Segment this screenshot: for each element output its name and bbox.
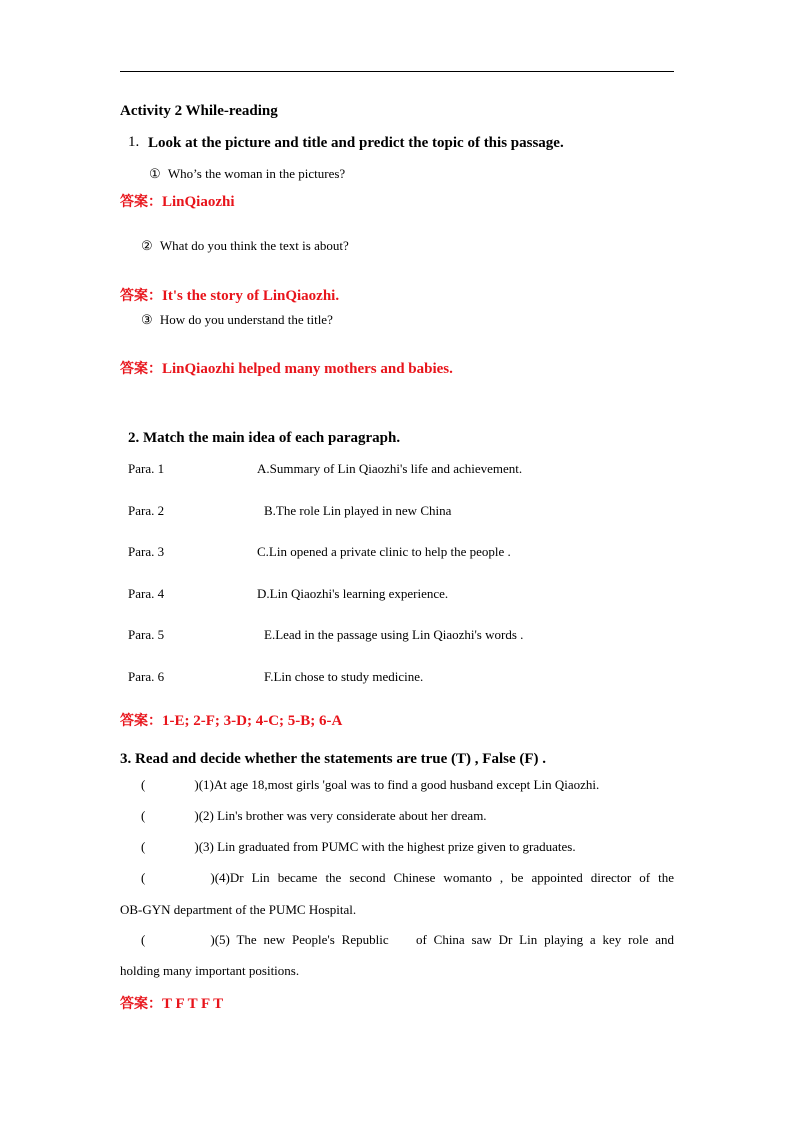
- para-label: Para. 3: [128, 544, 165, 559]
- statement-4-continuation: OB-GYN department of the PUMC Hospital.: [120, 902, 357, 917]
- answer-1: [120, 191, 235, 211]
- question-2: [141, 238, 349, 254]
- statement-3: [141, 839, 576, 855]
- answer-blank-open: (: [141, 839, 146, 854]
- main-idea: E.Lead in the passage using Lin Qiaozhi's words .: [264, 627, 524, 642]
- main-idea: D.Lin Qiaozhi's learning experience.: [257, 586, 449, 601]
- answer-2: [120, 285, 339, 305]
- answer-label: 答案：: [120, 996, 162, 1012]
- statement-1: [141, 777, 599, 793]
- question-text: What do you think the text is about?: [159, 238, 349, 253]
- answer-text: LinQiaozhi helped many mothers and babies.: [162, 361, 453, 377]
- answer-text: It's the story of LinQiaozhi.: [162, 288, 340, 304]
- answer-blank-open: (: [141, 870, 146, 885]
- para-label: Para. 4: [128, 586, 165, 601]
- statement-5: [141, 932, 674, 948]
- statement-2: [141, 808, 487, 824]
- answer-blank-close: ): [194, 808, 199, 823]
- answer-blank-open: (: [141, 932, 146, 947]
- statement-text: (4)Dr Lin became the second Chinese womanto , be appointed director of the: [214, 870, 674, 885]
- main-idea: A.Summary of Lin Qiaozhi's life and achievement.: [257, 461, 523, 476]
- statement-text: (1)At age 18,most girls 'goal was to find a good husband except Lin Qiaozhi.: [198, 777, 600, 792]
- section1-heading: Look at the picture and title and predict the topic of this passage.: [148, 135, 564, 151]
- header-rule: [120, 71, 674, 72]
- answer-blank-close: ): [210, 870, 215, 885]
- question-text: Who’s the woman in the pictures?: [167, 166, 346, 181]
- para-label: Para. 6: [128, 669, 165, 684]
- statement-text: (5) The new People's Republic of China saw Dr Lin playing a key role and: [214, 932, 674, 947]
- statement-4: [141, 870, 674, 886]
- answer-blank-open: (: [141, 777, 146, 792]
- statement-text: (2) Lin's brother was very considerate about her dream.: [198, 808, 487, 823]
- answer-label: 答案：: [120, 713, 162, 729]
- answer-blank-open: (: [141, 808, 146, 823]
- answer-label: 答案：: [120, 288, 162, 304]
- answer-section3: [120, 993, 223, 1013]
- answer-text: T F T F T: [162, 996, 224, 1012]
- question-marker: ②: [141, 238, 153, 253]
- main-idea: C.Lin opened a private clinic to help the people .: [257, 544, 511, 559]
- section3-heading: 3. Read and decide whether the statements are true (T) , False (F) .: [120, 751, 547, 767]
- para-label: Para. 1: [128, 461, 165, 476]
- answer-blank-close: ): [194, 777, 199, 792]
- question-3: [141, 312, 333, 328]
- main-idea: F.Lin chose to study medicine.: [264, 669, 424, 684]
- activity-title: Activity 2 While-reading: [120, 103, 278, 119]
- answer-label: 答案：: [120, 361, 162, 377]
- section1-number: 1.: [128, 134, 140, 150]
- question-1: [149, 166, 345, 182]
- question-text: How do you understand the title?: [159, 312, 333, 327]
- para-label: Para. 5: [128, 627, 165, 642]
- main-idea: B.The role Lin played in new China: [264, 503, 452, 518]
- statement-text: (3) Lin graduated from PUMC with the highest prize given to graduates.: [198, 839, 576, 854]
- para-label: Para. 2: [128, 503, 165, 518]
- statement-5-continuation: holding many important positions.: [120, 963, 300, 978]
- question-marker: ①: [149, 166, 161, 181]
- answer-section2: [120, 710, 342, 730]
- answer-label: 答案：: [120, 194, 162, 210]
- answer-3: [120, 358, 453, 378]
- answer-text: LinQiaozhi: [162, 194, 235, 210]
- answer-blank-close: ): [194, 839, 199, 854]
- section2-heading: 2. Match the main idea of each paragraph.: [128, 430, 401, 446]
- answer-text: 1-E; 2-F; 3-D; 4-C; 5-B; 6-A: [162, 713, 343, 729]
- answer-blank-close: ): [210, 932, 215, 947]
- question-marker: ③: [141, 312, 153, 327]
